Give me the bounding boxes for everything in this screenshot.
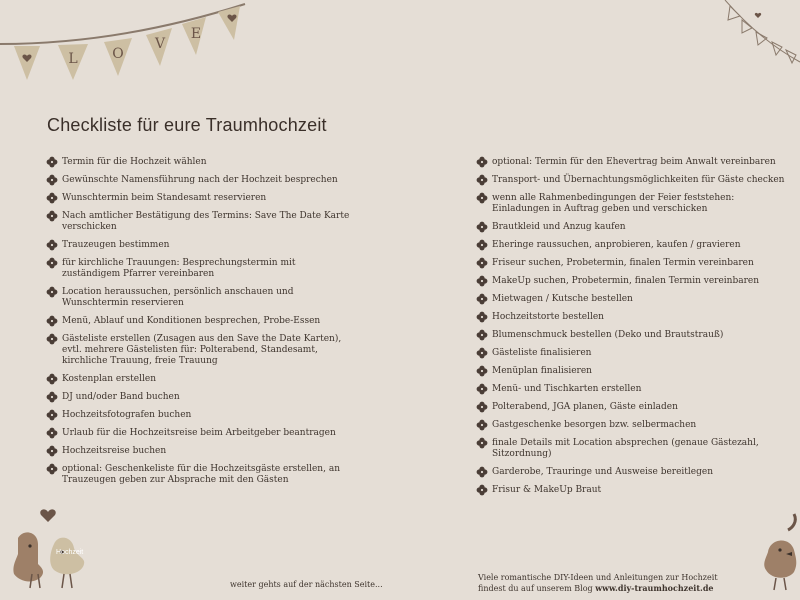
checklist-item-text: Gästeliste finalisieren	[492, 348, 592, 358]
flower-bullet-icon	[46, 286, 58, 298]
checklist-item-text: Blumenschmuck bestellen (Deko und Brautstrauß)	[492, 330, 724, 340]
checklist-item-text: Mietwagen / Kutsche bestellen	[492, 294, 633, 304]
checklist-item	[476, 348, 786, 359]
checklist-item	[46, 410, 356, 421]
checklist-item	[476, 485, 786, 496]
checklist-item	[46, 175, 356, 186]
flower-bullet-icon	[46, 373, 58, 385]
checklist-item-text: DJ und/oder Band buchen	[62, 392, 180, 402]
checklist-item	[476, 420, 786, 431]
flower-bullet-icon	[46, 315, 58, 327]
checklist-item	[46, 240, 356, 251]
checklist-item-text: Urlaub für die Hochzeitsreise beim Arbeitgeber beantragen	[62, 428, 336, 438]
checklist-item	[476, 276, 786, 287]
checklist-item-text: Wunschtermin beim Standesamt reservieren	[62, 193, 267, 203]
checklist-item-text: Kostenplan erstellen	[62, 374, 156, 384]
checklist-item	[46, 287, 356, 309]
flower-bullet-icon	[46, 257, 58, 269]
checklist-item	[46, 464, 356, 486]
flower-bullet-icon	[476, 275, 488, 287]
checklist-item	[476, 175, 786, 186]
flower-bullet-icon	[46, 391, 58, 403]
checklist-item	[476, 438, 786, 460]
checklist-item-text: Hochzeitstorte bestellen	[492, 312, 604, 322]
flower-bullet-icon	[46, 239, 58, 251]
checklist-item	[476, 258, 786, 269]
checklist-item-text: Polterabend, JGA planen, Gäste einladen	[492, 402, 678, 412]
checklist-item-text: Location heraussuchen, persönlich anschauen und Wunschtermin reservieren	[62, 287, 294, 308]
checklist-item	[46, 157, 356, 168]
flower-bullet-icon	[46, 409, 58, 421]
continue-note: weiter gehts auf der nächsten Seite...	[230, 580, 383, 589]
checklist-item-text: optional: Termin für den Ehevertrag beim Anwalt vereinbaren	[492, 157, 776, 167]
flower-bullet-icon	[476, 156, 488, 168]
checklist-item	[46, 258, 356, 280]
bunting-letter-v: V	[154, 36, 166, 52]
checklist-item-text: MakeUp suchen, Probetermin, finalen Termin vereinbaren	[492, 276, 759, 286]
flower-bullet-icon	[476, 383, 488, 395]
flower-bullet-icon	[46, 174, 58, 186]
flower-bullet-icon	[476, 192, 488, 204]
checklist-item	[46, 334, 356, 367]
checklist-item	[476, 402, 786, 413]
checklist-item-text: finale Details mit Location absprechen (genaue Gästezahl, Sitzordnung)	[492, 438, 759, 459]
bunting-letter-o: O	[112, 46, 124, 62]
checklist-item	[476, 157, 786, 168]
checklist-item	[46, 392, 356, 403]
blog-note-line1: Viele romantische DIY-Ideen und Anleitungen zur Hochzeit	[478, 573, 718, 582]
checklist-item-text: Eheringe raussuchen, anprobieren, kaufen / gravieren	[492, 240, 741, 250]
flower-bullet-icon	[476, 311, 488, 323]
checklist-item-text: Friseur suchen, Probetermin, finalen Termin vereinbaren	[492, 258, 754, 268]
flower-bullet-icon	[476, 419, 488, 431]
checklist-item-text: Menü, Ablauf und Konditionen besprechen, Probe-Essen	[62, 316, 321, 326]
checklist-item-text: Menüplan finalisieren	[492, 366, 592, 376]
flower-bullet-icon	[476, 174, 488, 186]
flower-bullet-icon	[46, 210, 58, 222]
flower-bullet-icon	[46, 333, 58, 345]
blog-url-link[interactable]: www.diy-traumhochzeit.de	[595, 583, 714, 593]
checklist-item-text: Hochzeitsreise buchen	[62, 446, 167, 456]
bird-illustration	[758, 512, 800, 592]
checklist-item	[46, 316, 356, 327]
bunting-letter-e: E	[190, 26, 202, 42]
checklist-item	[46, 374, 356, 385]
checklist-item	[476, 294, 786, 305]
checklist-item-text: Frisur & MakeUp Braut	[492, 485, 602, 495]
checklist-item-text: für kirchliche Trauungen: Besprechungstermin mit zuständigem Pfarrer vereinbaren	[62, 258, 296, 279]
love-bunting	[0, 0, 260, 90]
flower-bullet-icon	[476, 437, 488, 449]
checklist-item	[476, 467, 786, 478]
flower-bullet-icon	[46, 445, 58, 457]
page-title: Checkliste für eure Traumhochzeit	[47, 115, 327, 135]
flower-bullet-icon	[46, 156, 58, 168]
bunting-letter-l: L	[68, 51, 78, 67]
checklist-item-text: Gewünschte Namensführung nach der Hochzeit besprechen	[62, 175, 338, 185]
flower-bullet-icon	[476, 401, 488, 413]
checklist-item-text: Gastgeschenke besorgen bzw. selbermachen	[492, 420, 697, 430]
flower-bullet-icon	[476, 293, 488, 305]
flower-bullet-icon	[476, 329, 488, 341]
checklist-item	[476, 222, 786, 233]
checklist-item	[46, 428, 356, 439]
checklist-item-text: Nach amtlicher Bestätigung des Termins: Save The Date Karte verschicken	[62, 211, 350, 232]
checklist-item-text: Hochzeitsfotografen buchen	[62, 410, 192, 420]
flower-bullet-icon	[476, 257, 488, 269]
checklist-item-text: Transport- und Übernachtungsmöglichkeiten für Gäste checken	[492, 175, 785, 185]
flower-bullet-icon	[46, 463, 58, 475]
flower-bullet-icon	[46, 192, 58, 204]
checklist-item	[46, 211, 356, 233]
checklist-item	[476, 330, 786, 341]
checklist-item-text: Termin für die Hochzeit wählen	[62, 157, 207, 167]
checklist-item-text: wenn alle Rahmenbedingungen der Feier feststehen: Einladungen in Auftrag geben und verschicken	[492, 193, 735, 214]
checklist-left	[46, 157, 356, 493]
flower-bullet-icon	[46, 427, 58, 439]
checklist-item-text: Garderobe, Trauringe und Ausweise bereitlegen	[492, 467, 714, 477]
flower-bullet-icon	[476, 239, 488, 251]
flower-bullet-icon	[476, 466, 488, 478]
bunting-right	[720, 0, 800, 70]
checklist-item	[46, 446, 356, 457]
flower-bullet-icon	[476, 347, 488, 359]
checklist-item-text: Trauzeugen bestimmen	[62, 240, 170, 250]
checklist-item	[46, 193, 356, 204]
checklist-item-text: Brautkleid und Anzug kaufen	[492, 222, 626, 232]
blog-note-text: findest du auf unserem Blog	[478, 584, 593, 593]
flower-bullet-icon	[476, 221, 488, 233]
blog-note	[478, 573, 718, 594]
checklist-item	[476, 384, 786, 395]
flower-bullet-icon	[476, 484, 488, 496]
checklist-item-text: optional: Geschenkeliste für die Hochzeitsgäste erstellen, an Trauzeugen geben zur Absprache mit den Gästen	[62, 464, 340, 485]
checklist-item	[476, 366, 786, 377]
checklist-item-text: Gästeliste erstellen (Zusagen aus den Save the Date Karten), evtl. mehrere Gästelisten für: Polterabend, Standesamt, kirchliche Trauung, freie Trauung	[62, 334, 342, 366]
checklist-item	[476, 193, 786, 215]
stamp-label: Hochzeit	[56, 549, 84, 556]
checklist-right	[476, 157, 786, 503]
flower-bullet-icon	[476, 365, 488, 377]
checklist-item-text: Menü- und Tischkarten erstellen	[492, 384, 642, 394]
checklist-item	[476, 312, 786, 323]
checklist-item	[476, 240, 786, 251]
blog-note-line2	[478, 583, 718, 594]
